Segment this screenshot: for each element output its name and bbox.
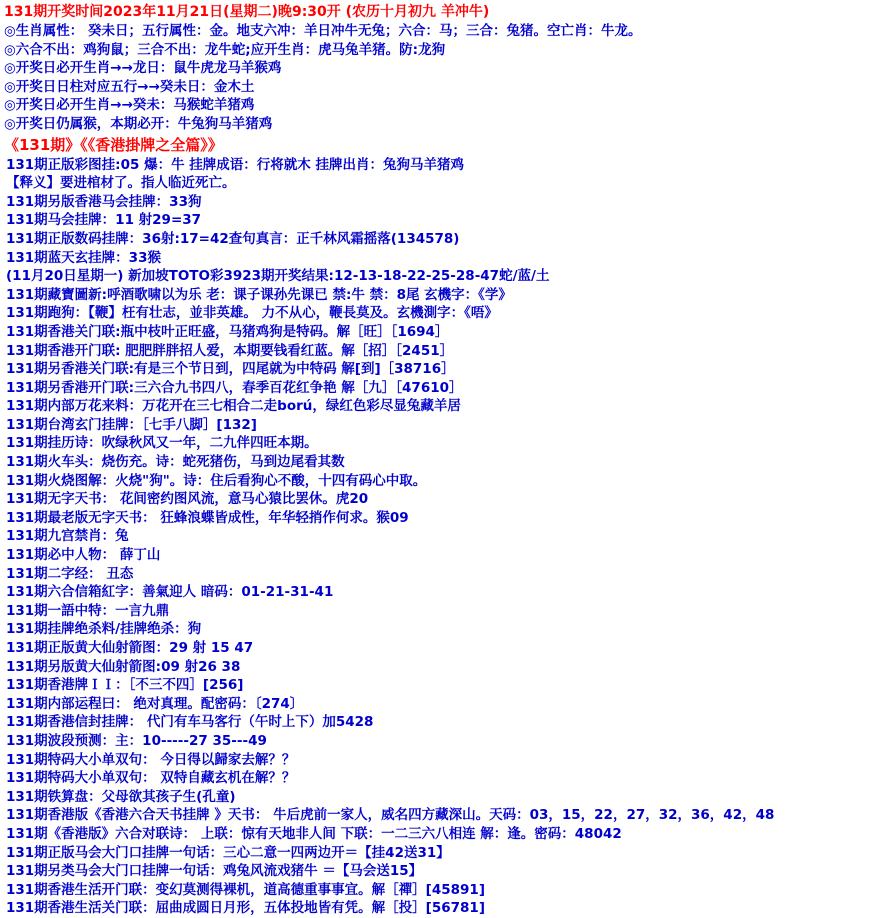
entry-line: 131期马会挂牌：11 射29=37 <box>6 212 202 229</box>
entry-line: 131期跑狗：【鞭】枉有壮志，並非英雄。 力不从心，鞭長莫及。玄機測字：《唔》 <box>6 305 498 322</box>
entry-line: 131期另香港开门联:三六合九书四八，春季百花红争艳 解［九］［47610］ <box>6 379 463 396</box>
entry-line: 131期另版香港马会挂牌：33狗 <box>6 193 202 210</box>
entry-line: 131期香港关门联:瓶中枝叶正旺盛，马猪鸡狗是特码。解［旺］［1694］ <box>6 323 449 340</box>
entry-line: 131期香港生活开门联：变幻莫测得裸机，道高德重事事宜。解［禪］[45891] <box>6 881 485 898</box>
entry-line: 【释义】要进棺材了。指人临近死亡。 <box>6 175 236 192</box>
attribute-line: ◎六合不出：鸡狗鼠；三合不出：龙牛蛇;应开生肖：虎马兔羊猪。防:龙狗 <box>4 41 446 58</box>
entry-line: 131期铁算盘：父母欲其孩子生(孔童) <box>6 788 236 805</box>
entry-line: 131期香港版《香港六合天书挂牌 》天书： 牛后虎前一家人，威名四方藏深山。天码：03，15，22，27，32，36，42，48 <box>6 807 775 824</box>
entry-line: 131期二字经： 丑态 <box>6 565 134 582</box>
entry-line: 131期特码大小单双句： 今日得以歸家去解？？ <box>6 751 296 768</box>
entry-line: 131期六合信箱紅字：善氣迎人 暗码：01-21-31-41 <box>6 584 334 601</box>
entry-line: 131期火烧图解：火烧"狗"。诗：住后看狗心不酸，十四有码心中取。 <box>6 472 427 489</box>
entry-line: 131期一語中特：一言九鼎 <box>6 602 170 619</box>
entry-line: 131期九宫禁肖：兔 <box>6 528 129 545</box>
entry-line: 131期最老版无字天书： 狂蜂浪蝶皆成性，年华轻捎作何求。猴09 <box>6 509 409 526</box>
attribute-line: ◎开奖日日柱对应五行→→癸未日：金木土 <box>4 78 255 95</box>
entry-line: 131期正版彩图挂:05 爆：牛 挂牌成语：行将就木 挂牌出肖：兔狗马羊猪鸡 <box>6 156 464 173</box>
entry-line: 131期《香港版》六合对联诗： 上联：惊有天地非人间 下联：一二三六八相连 解：逢。密码：48042 <box>6 825 622 842</box>
entry-line: 131期挂牌绝杀料/挂牌绝杀：狗 <box>6 621 202 638</box>
entry-line: 131期蓝天玄挂牌：33猴 <box>6 249 161 266</box>
entry-line: 131期正版黄大仙射箭图：29 射 15 47 <box>6 640 254 656</box>
draw-time-header: 131期开奖时间2023年11月21日(星期二)晚9:30开 (农历十月初九 羊冲牛) <box>4 4 490 20</box>
entry-line: 131期正版数码挂牌：36射:17=42查句真言：正千林风霜摇落(134578) <box>6 230 460 247</box>
entry-line: 131期另版黄大仙射箭图:09 射26 38 <box>6 658 241 675</box>
entry-line: 131期内部万花来料：万花开在三七相合二走ború，绿红色彩尽显兔藏羊居 <box>6 398 461 415</box>
entry-line: 131期台湾玄门挂牌：［七手八脚］[132] <box>6 416 257 433</box>
entry-line: 131期无字天书： 花间密约图风流，意马心猿比罢休。虎20 <box>6 491 369 508</box>
entry-line: 131期另香港关门联:有是三个节日到，四尾就为中特码 解[到]［38716］ <box>6 361 455 378</box>
entry-line: 131期香港牌ＩＩ：［不三不四］[256] <box>6 677 244 694</box>
entry-line: 131期火车头：烧伤充。诗：蛇死猪伤，马到边尾看其数 <box>6 454 345 471</box>
entry-line: 131期香港生活关门联：屈曲成圆日月形，五体投地皆有凭。解［投］[56781] <box>6 900 485 917</box>
entry-line: (11月20日星期一) 新加坡TOTO彩3923期开奖结果:12-13-18-22-25-28-47蛇/蓝/土 <box>6 268 550 285</box>
entry-line: 131期香港开门联: 肥肥胖胖招人爱，本期要钱看红蓝。解［招］［2451］ <box>6 342 454 359</box>
entry-line: 131期必中人物： 薛丁山 <box>6 547 161 564</box>
entry-line: 131期内部运程曰： 绝对真理。配密码：〔274〕 <box>6 695 304 712</box>
entry-line: 131期正版马会大门口挂牌一句话：三心二意一四两边开＝【挂42送31】 <box>6 844 450 861</box>
attribute-line: ◎生肖属性： 癸未日；五行属性：金。地支六冲：羊日冲牛无兔；六合：马；三合：兔猪。空亡肖：牛龙。 <box>4 23 642 39</box>
entry-line: 131期波段预测：主：10-----27 35---49 <box>6 732 267 749</box>
attribute-line: ◎开奖日必开生肖→→龙日：鼠牛虎龙马羊猴鸡 <box>4 60 282 77</box>
attribute-line: ◎开奖日仍属猴，本期必开：牛兔狗马羊猪鸡 <box>4 115 273 132</box>
entry-line: 131期挂历诗：吹绿秋风又一年，二九伴四旺本期。 <box>6 435 318 452</box>
entry-line: 131期藏寶圖新:呼酒歌啸以为乐 老：课子课孙先课已 禁:牛 禁：8尾 玄機字：《学》 <box>6 286 512 303</box>
attribute-line: ◎开奖日必开生肖→→癸未：马猴蛇羊猪鸡 <box>4 97 255 114</box>
entry-line: 131期另类马会大门口挂牌一句话：鸡兔风流戏猪牛 ＝【马会送15】 <box>6 863 423 880</box>
page-title: 《131期》《《香港掛牌之全篇》》 <box>4 135 223 154</box>
entry-line: 131期特码大小单双句： 双特自藏玄机在解？？ <box>6 770 296 787</box>
entry-line: 131期香港信封挂牌： 代门有车马客行（午时上下）加5428 <box>6 714 374 731</box>
